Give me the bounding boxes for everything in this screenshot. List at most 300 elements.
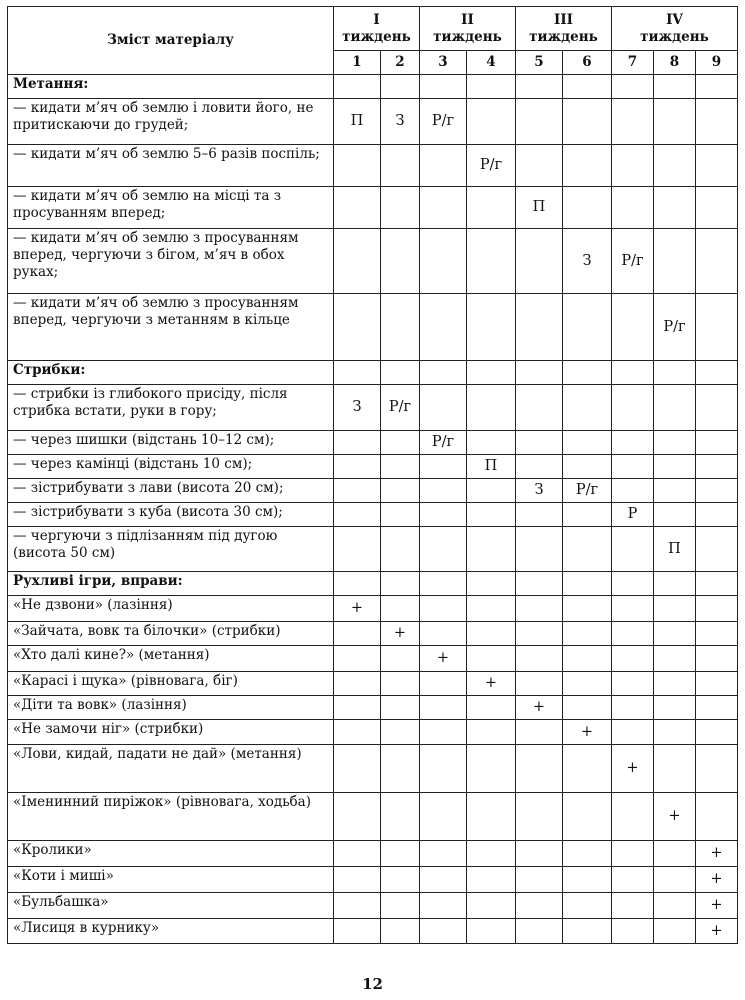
table-row bbox=[8, 431, 738, 455]
lesson-mark-cell bbox=[467, 229, 516, 294]
lesson-mark-cell bbox=[696, 672, 738, 696]
table-row bbox=[8, 646, 738, 672]
lesson-mark-cell bbox=[420, 145, 467, 187]
lesson-mark-cell bbox=[696, 745, 738, 793]
lesson-mark-cell bbox=[696, 294, 738, 361]
lesson-mark-cell bbox=[334, 479, 381, 503]
lesson-number: 4 bbox=[467, 51, 516, 75]
lesson-mark-cell: П bbox=[516, 187, 563, 229]
lesson-mark-cell bbox=[612, 294, 654, 361]
lesson-mark-cell bbox=[467, 431, 516, 455]
lesson-mark-cell bbox=[467, 696, 516, 720]
lesson-mark-cell bbox=[563, 503, 612, 527]
lesson-mark-cell bbox=[334, 867, 381, 893]
table-row bbox=[8, 720, 738, 745]
lesson-mark-cell bbox=[516, 455, 563, 479]
lesson-mark-cell bbox=[654, 75, 696, 99]
lesson-mark-cell: Р/г bbox=[654, 294, 696, 361]
lesson-mark-cell: + bbox=[516, 696, 563, 720]
lesson-mark-cell bbox=[420, 745, 467, 793]
lesson-mark-cell bbox=[563, 919, 612, 944]
lesson-mark-cell bbox=[563, 572, 612, 596]
row-description: — кидати м’яч об землю з просуванням вперед, чергуючи з метанням в кільце bbox=[8, 294, 334, 361]
lesson-mark-cell bbox=[612, 646, 654, 672]
lesson-mark-cell: Р bbox=[612, 503, 654, 527]
lesson-mark-cell: + bbox=[563, 720, 612, 745]
lesson-mark-cell bbox=[516, 385, 563, 431]
lesson-mark-cell: + bbox=[467, 672, 516, 696]
lesson-mark-cell bbox=[612, 672, 654, 696]
lesson-mark-cell bbox=[420, 527, 467, 572]
lesson-mark-cell: + bbox=[696, 841, 738, 867]
lesson-mark-cell bbox=[696, 385, 738, 431]
lesson-mark-cell bbox=[381, 503, 420, 527]
lesson-mark-cell bbox=[696, 145, 738, 187]
lesson-mark-cell bbox=[381, 455, 420, 479]
row-description: — кидати м’яч об землю 5–6 разів поспіль; bbox=[8, 145, 334, 187]
table-row bbox=[8, 841, 738, 867]
lesson-mark-cell bbox=[654, 229, 696, 294]
lesson-mark-cell bbox=[612, 572, 654, 596]
lesson-mark-cell bbox=[516, 919, 563, 944]
lesson-mark-cell bbox=[334, 646, 381, 672]
lesson-mark-cell bbox=[612, 867, 654, 893]
lesson-mark-cell bbox=[612, 893, 654, 919]
lesson-mark-cell bbox=[696, 431, 738, 455]
lesson-mark-cell bbox=[612, 431, 654, 455]
lesson-mark-cell bbox=[654, 361, 696, 385]
lesson-mark-cell: З bbox=[334, 385, 381, 431]
lesson-mark-cell bbox=[696, 503, 738, 527]
lesson-mark-cell bbox=[467, 294, 516, 361]
lesson-mark-cell bbox=[654, 919, 696, 944]
row-description: «Коти і миші» bbox=[8, 867, 334, 893]
lesson-mark-cell bbox=[563, 696, 612, 720]
table-row bbox=[8, 596, 738, 622]
lesson-mark-cell bbox=[612, 622, 654, 646]
lesson-mark-cell bbox=[381, 646, 420, 672]
lesson-mark-cell bbox=[516, 527, 563, 572]
lesson-mark-cell bbox=[334, 793, 381, 841]
lesson-mark-cell bbox=[612, 841, 654, 867]
lesson-mark-cell bbox=[654, 672, 696, 696]
lesson-mark-cell: П bbox=[467, 455, 516, 479]
row-description: «Кролики» bbox=[8, 841, 334, 867]
lesson-mark-cell bbox=[563, 455, 612, 479]
row-description: «Хто далі кине?» (метання) bbox=[8, 646, 334, 672]
lesson-mark-cell bbox=[563, 385, 612, 431]
lesson-mark-cell bbox=[612, 919, 654, 944]
lesson-mark-cell bbox=[467, 622, 516, 646]
lesson-mark-cell bbox=[563, 867, 612, 893]
lesson-mark-cell bbox=[381, 919, 420, 944]
lesson-mark-cell bbox=[467, 720, 516, 745]
lesson-mark-cell bbox=[696, 720, 738, 745]
lesson-mark-cell bbox=[467, 893, 516, 919]
lesson-mark-cell bbox=[381, 672, 420, 696]
table-row bbox=[8, 919, 738, 944]
lesson-mark-cell bbox=[696, 229, 738, 294]
lesson-mark-cell bbox=[420, 596, 467, 622]
lesson-mark-cell bbox=[334, 893, 381, 919]
lesson-mark-cell bbox=[696, 596, 738, 622]
table-row bbox=[8, 385, 738, 431]
week-4-header: IV тиждень bbox=[612, 7, 738, 51]
lesson-mark-cell bbox=[334, 841, 381, 867]
lesson-mark-cell: З bbox=[563, 229, 612, 294]
lesson-mark-cell bbox=[654, 841, 696, 867]
lesson-mark-cell bbox=[420, 572, 467, 596]
lesson-mark-cell bbox=[696, 99, 738, 145]
lesson-mark-cell: П bbox=[654, 527, 696, 572]
lesson-mark-cell bbox=[420, 455, 467, 479]
lesson-mark-cell bbox=[516, 745, 563, 793]
lesson-mark-cell bbox=[381, 572, 420, 596]
lesson-mark-cell bbox=[563, 793, 612, 841]
lesson-mark-cell bbox=[334, 745, 381, 793]
lesson-mark-cell bbox=[381, 696, 420, 720]
lesson-mark-cell bbox=[516, 646, 563, 672]
lesson-mark-cell bbox=[381, 431, 420, 455]
lesson-mark-cell bbox=[612, 385, 654, 431]
lesson-mark-cell bbox=[696, 527, 738, 572]
lesson-mark-cell bbox=[467, 841, 516, 867]
lesson-mark-cell bbox=[563, 622, 612, 646]
row-description: — кидати м’яч об землю і ловити його, не притискаючи до грудей; bbox=[8, 99, 334, 145]
lesson-mark-cell bbox=[334, 145, 381, 187]
lesson-mark-cell bbox=[467, 793, 516, 841]
lesson-mark-cell bbox=[563, 672, 612, 696]
lesson-mark-cell bbox=[420, 893, 467, 919]
table-row bbox=[8, 455, 738, 479]
lesson-mark-cell: + bbox=[381, 622, 420, 646]
lesson-mark-cell bbox=[654, 431, 696, 455]
lesson-mark-cell bbox=[516, 841, 563, 867]
lesson-mark-cell bbox=[334, 919, 381, 944]
lesson-mark-cell bbox=[654, 745, 696, 793]
lesson-mark-cell bbox=[696, 187, 738, 229]
lesson-mark-cell bbox=[334, 294, 381, 361]
lesson-mark-cell: П bbox=[334, 99, 381, 145]
row-description: — стрибки із глибокого присіду, після стрибка встати, руки в гору; bbox=[8, 385, 334, 431]
lesson-mark-cell bbox=[334, 75, 381, 99]
lesson-mark-cell bbox=[381, 893, 420, 919]
page-number: 12 bbox=[362, 975, 383, 993]
lesson-mark-cell bbox=[381, 187, 420, 229]
lesson-mark-cell: Р/г bbox=[563, 479, 612, 503]
lesson-mark-cell bbox=[467, 646, 516, 672]
lesson-mark-cell bbox=[420, 867, 467, 893]
row-description: «Лисиця в курнику» bbox=[8, 919, 334, 944]
lesson-mark-cell bbox=[420, 793, 467, 841]
table-row bbox=[8, 229, 738, 294]
lesson-number: 7 bbox=[612, 51, 654, 75]
lesson-mark-cell bbox=[467, 596, 516, 622]
lesson-mark-cell bbox=[516, 572, 563, 596]
lesson-mark-cell bbox=[516, 720, 563, 745]
lesson-mark-cell bbox=[334, 696, 381, 720]
section-heading: Стрибки: bbox=[8, 361, 334, 385]
lesson-mark-cell bbox=[467, 385, 516, 431]
lesson-mark-cell bbox=[696, 696, 738, 720]
lesson-mark-cell bbox=[563, 596, 612, 622]
lesson-mark-cell bbox=[381, 145, 420, 187]
lesson-mark-cell bbox=[334, 572, 381, 596]
lesson-mark-cell bbox=[420, 187, 467, 229]
lesson-mark-cell bbox=[516, 867, 563, 893]
row-description: «Іменинний пиріжок» (рівновага, ходьба) bbox=[8, 793, 334, 841]
lesson-mark-cell bbox=[516, 75, 563, 99]
table-row bbox=[8, 622, 738, 646]
lesson-mark-cell bbox=[516, 361, 563, 385]
lesson-mark-cell bbox=[381, 793, 420, 841]
lesson-mark-cell bbox=[563, 745, 612, 793]
lesson-mark-cell bbox=[467, 187, 516, 229]
lesson-mark-cell: Р/г bbox=[467, 145, 516, 187]
lesson-mark-cell bbox=[654, 455, 696, 479]
lesson-mark-cell bbox=[563, 431, 612, 455]
lesson-number: 2 bbox=[381, 51, 420, 75]
section-row bbox=[8, 361, 738, 385]
lesson-mark-cell bbox=[420, 385, 467, 431]
lesson-mark-cell bbox=[334, 720, 381, 745]
lesson-mark-cell bbox=[654, 867, 696, 893]
lesson-mark-cell bbox=[516, 145, 563, 187]
lesson-mark-cell: З bbox=[381, 99, 420, 145]
lesson-mark-cell bbox=[467, 503, 516, 527]
lesson-mark-cell bbox=[420, 841, 467, 867]
lesson-mark-cell bbox=[420, 503, 467, 527]
table-row bbox=[8, 793, 738, 841]
section-row bbox=[8, 572, 738, 596]
lesson-mark-cell bbox=[467, 745, 516, 793]
lesson-mark-cell bbox=[334, 229, 381, 294]
lesson-mark-cell: Р/г bbox=[381, 385, 420, 431]
lesson-mark-cell bbox=[696, 361, 738, 385]
lesson-mark-cell bbox=[654, 646, 696, 672]
lesson-mark-cell bbox=[516, 793, 563, 841]
table-row bbox=[8, 187, 738, 229]
lesson-mark-cell bbox=[420, 361, 467, 385]
lesson-mark-cell bbox=[516, 431, 563, 455]
lesson-mark-cell bbox=[612, 720, 654, 745]
lesson-mark-cell bbox=[334, 622, 381, 646]
lesson-mark-cell bbox=[516, 294, 563, 361]
lesson-mark-cell bbox=[563, 145, 612, 187]
section-row bbox=[8, 75, 738, 99]
lesson-mark-cell bbox=[612, 455, 654, 479]
table-body bbox=[8, 75, 738, 944]
lesson-number: 1 bbox=[334, 51, 381, 75]
lesson-mark-cell bbox=[563, 361, 612, 385]
row-description: «Лови, кидай, падати не дай» (метання) bbox=[8, 745, 334, 793]
lesson-mark-cell bbox=[467, 572, 516, 596]
lesson-mark-cell bbox=[654, 893, 696, 919]
lesson-mark-cell bbox=[654, 99, 696, 145]
lesson-mark-cell bbox=[381, 294, 420, 361]
lesson-mark-cell bbox=[381, 867, 420, 893]
lesson-mark-cell bbox=[334, 672, 381, 696]
lesson-mark-cell: + bbox=[696, 919, 738, 944]
row-description: «Діти та вовк» (лазіння) bbox=[8, 696, 334, 720]
lesson-mark-cell bbox=[381, 841, 420, 867]
table-row bbox=[8, 867, 738, 893]
lesson-mark-cell bbox=[563, 187, 612, 229]
lesson-mark-cell: + bbox=[420, 646, 467, 672]
table-row bbox=[8, 294, 738, 361]
lesson-mark-cell bbox=[420, 229, 467, 294]
lesson-mark-cell bbox=[516, 596, 563, 622]
lesson-number: 5 bbox=[516, 51, 563, 75]
lesson-mark-cell: Р/г bbox=[420, 431, 467, 455]
lesson-mark-cell bbox=[420, 294, 467, 361]
lesson-number: 6 bbox=[563, 51, 612, 75]
lesson-mark-cell bbox=[612, 75, 654, 99]
row-description: «Не замочи ніг» (стрибки) bbox=[8, 720, 334, 745]
lesson-mark-cell bbox=[696, 572, 738, 596]
lesson-mark-cell bbox=[334, 431, 381, 455]
lesson-mark-cell: + bbox=[696, 893, 738, 919]
lesson-mark-cell: + bbox=[696, 867, 738, 893]
lesson-mark-cell bbox=[563, 893, 612, 919]
lesson-mark-cell bbox=[381, 479, 420, 503]
lesson-mark-cell bbox=[334, 361, 381, 385]
lesson-mark-cell bbox=[696, 646, 738, 672]
lesson-mark-cell bbox=[420, 672, 467, 696]
lesson-number: 9 bbox=[696, 51, 738, 75]
row-description: «Карасі і щука» (рівновага, біг) bbox=[8, 672, 334, 696]
row-description: «Зайчата, вовк та білочки» (стрибки) bbox=[8, 622, 334, 646]
lesson-mark-cell bbox=[334, 455, 381, 479]
lesson-mark-cell bbox=[381, 75, 420, 99]
row-description: — зістрибувати з куба (висота 30 см); bbox=[8, 503, 334, 527]
lesson-mark-cell bbox=[334, 527, 381, 572]
lesson-mark-cell bbox=[612, 187, 654, 229]
lesson-mark-cell bbox=[516, 503, 563, 527]
lesson-mark-cell bbox=[420, 696, 467, 720]
row-description: «Не дзвони» (лазіння) bbox=[8, 596, 334, 622]
row-description: — чергуючи з підлізанням під дугою (висота 50 см) bbox=[8, 527, 334, 572]
lesson-mark-cell bbox=[654, 720, 696, 745]
section-heading: Рухливі ігри, вправи: bbox=[8, 572, 334, 596]
lesson-mark-cell bbox=[612, 99, 654, 145]
lesson-mark-cell bbox=[696, 455, 738, 479]
lesson-mark-cell bbox=[696, 793, 738, 841]
content-header: Зміст матеріалу bbox=[8, 7, 334, 75]
lesson-mark-cell bbox=[654, 479, 696, 503]
lesson-mark-cell bbox=[467, 867, 516, 893]
lesson-mark-cell bbox=[654, 503, 696, 527]
table-row bbox=[8, 503, 738, 527]
lesson-mark-cell bbox=[563, 527, 612, 572]
row-description: «Бульбашка» bbox=[8, 893, 334, 919]
lesson-mark-cell bbox=[654, 187, 696, 229]
lesson-mark-cell bbox=[696, 622, 738, 646]
row-description: — кидати м’яч об землю на місці та з просуванням вперед; bbox=[8, 187, 334, 229]
lesson-mark-cell bbox=[467, 479, 516, 503]
lesson-mark-cell bbox=[612, 145, 654, 187]
lesson-mark-cell bbox=[563, 841, 612, 867]
row-description: — через шишки (відстань 10–12 см); bbox=[8, 431, 334, 455]
table-row bbox=[8, 99, 738, 145]
lesson-mark-cell: Р/г bbox=[612, 229, 654, 294]
lesson-mark-cell bbox=[612, 527, 654, 572]
section-heading: Метання: bbox=[8, 75, 334, 99]
table-row bbox=[8, 527, 738, 572]
lesson-mark-cell bbox=[381, 720, 420, 745]
lesson-plan-table bbox=[7, 6, 738, 944]
lesson-mark-cell bbox=[467, 527, 516, 572]
lesson-mark-cell bbox=[612, 793, 654, 841]
lesson-mark-cell bbox=[696, 75, 738, 99]
lesson-mark-cell bbox=[381, 596, 420, 622]
lesson-mark-cell bbox=[612, 596, 654, 622]
week-1-header: I тиждень bbox=[334, 7, 420, 51]
lesson-mark-cell bbox=[654, 145, 696, 187]
lesson-mark-cell bbox=[516, 99, 563, 145]
lesson-number: 3 bbox=[420, 51, 467, 75]
lesson-mark-cell bbox=[381, 229, 420, 294]
lesson-mark-cell bbox=[612, 696, 654, 720]
lesson-mark-cell bbox=[516, 229, 563, 294]
table-row bbox=[8, 672, 738, 696]
lesson-mark-cell: Р/г bbox=[420, 99, 467, 145]
lesson-mark-cell bbox=[654, 385, 696, 431]
week-2-header: II тиждень bbox=[420, 7, 516, 51]
table-row bbox=[8, 893, 738, 919]
lesson-mark-cell bbox=[467, 919, 516, 944]
table-row bbox=[8, 696, 738, 720]
lesson-mark-cell bbox=[420, 622, 467, 646]
lesson-mark-cell bbox=[467, 361, 516, 385]
lesson-mark-cell bbox=[381, 361, 420, 385]
lesson-mark-cell bbox=[467, 75, 516, 99]
table-row bbox=[8, 145, 738, 187]
lesson-mark-cell bbox=[516, 893, 563, 919]
lesson-mark-cell bbox=[654, 596, 696, 622]
lesson-mark-cell bbox=[563, 646, 612, 672]
lesson-mark-cell bbox=[381, 745, 420, 793]
lesson-mark-cell bbox=[654, 572, 696, 596]
lesson-mark-cell: + bbox=[612, 745, 654, 793]
lesson-mark-cell bbox=[420, 75, 467, 99]
table-row bbox=[8, 745, 738, 793]
lesson-mark-cell bbox=[420, 919, 467, 944]
table-row bbox=[8, 479, 738, 503]
lesson-mark-cell: + bbox=[334, 596, 381, 622]
lesson-mark-cell bbox=[381, 527, 420, 572]
lesson-mark-cell bbox=[467, 99, 516, 145]
week-3-header: III тиждень bbox=[516, 7, 612, 51]
lesson-mark-cell bbox=[612, 361, 654, 385]
lesson-mark-cell bbox=[654, 622, 696, 646]
lesson-mark-cell bbox=[420, 479, 467, 503]
lesson-number: 8 bbox=[654, 51, 696, 75]
lesson-mark-cell bbox=[420, 720, 467, 745]
lesson-mark-cell bbox=[334, 503, 381, 527]
lesson-mark-cell bbox=[334, 187, 381, 229]
row-description: — кидати м’яч об землю з просуванням вперед, чергуючи з бігом, м’яч в обох руках; bbox=[8, 229, 334, 294]
row-description: — через камінці (відстань 10 см); bbox=[8, 455, 334, 479]
lesson-mark-cell bbox=[563, 294, 612, 361]
lesson-mark-cell: + bbox=[654, 793, 696, 841]
lesson-mark-cell bbox=[516, 622, 563, 646]
row-description: — зістрибувати з лави (висота 20 см); bbox=[8, 479, 334, 503]
lesson-mark-cell bbox=[563, 75, 612, 99]
lesson-mark-cell bbox=[516, 672, 563, 696]
lesson-mark-cell bbox=[696, 479, 738, 503]
lesson-mark-cell bbox=[563, 99, 612, 145]
